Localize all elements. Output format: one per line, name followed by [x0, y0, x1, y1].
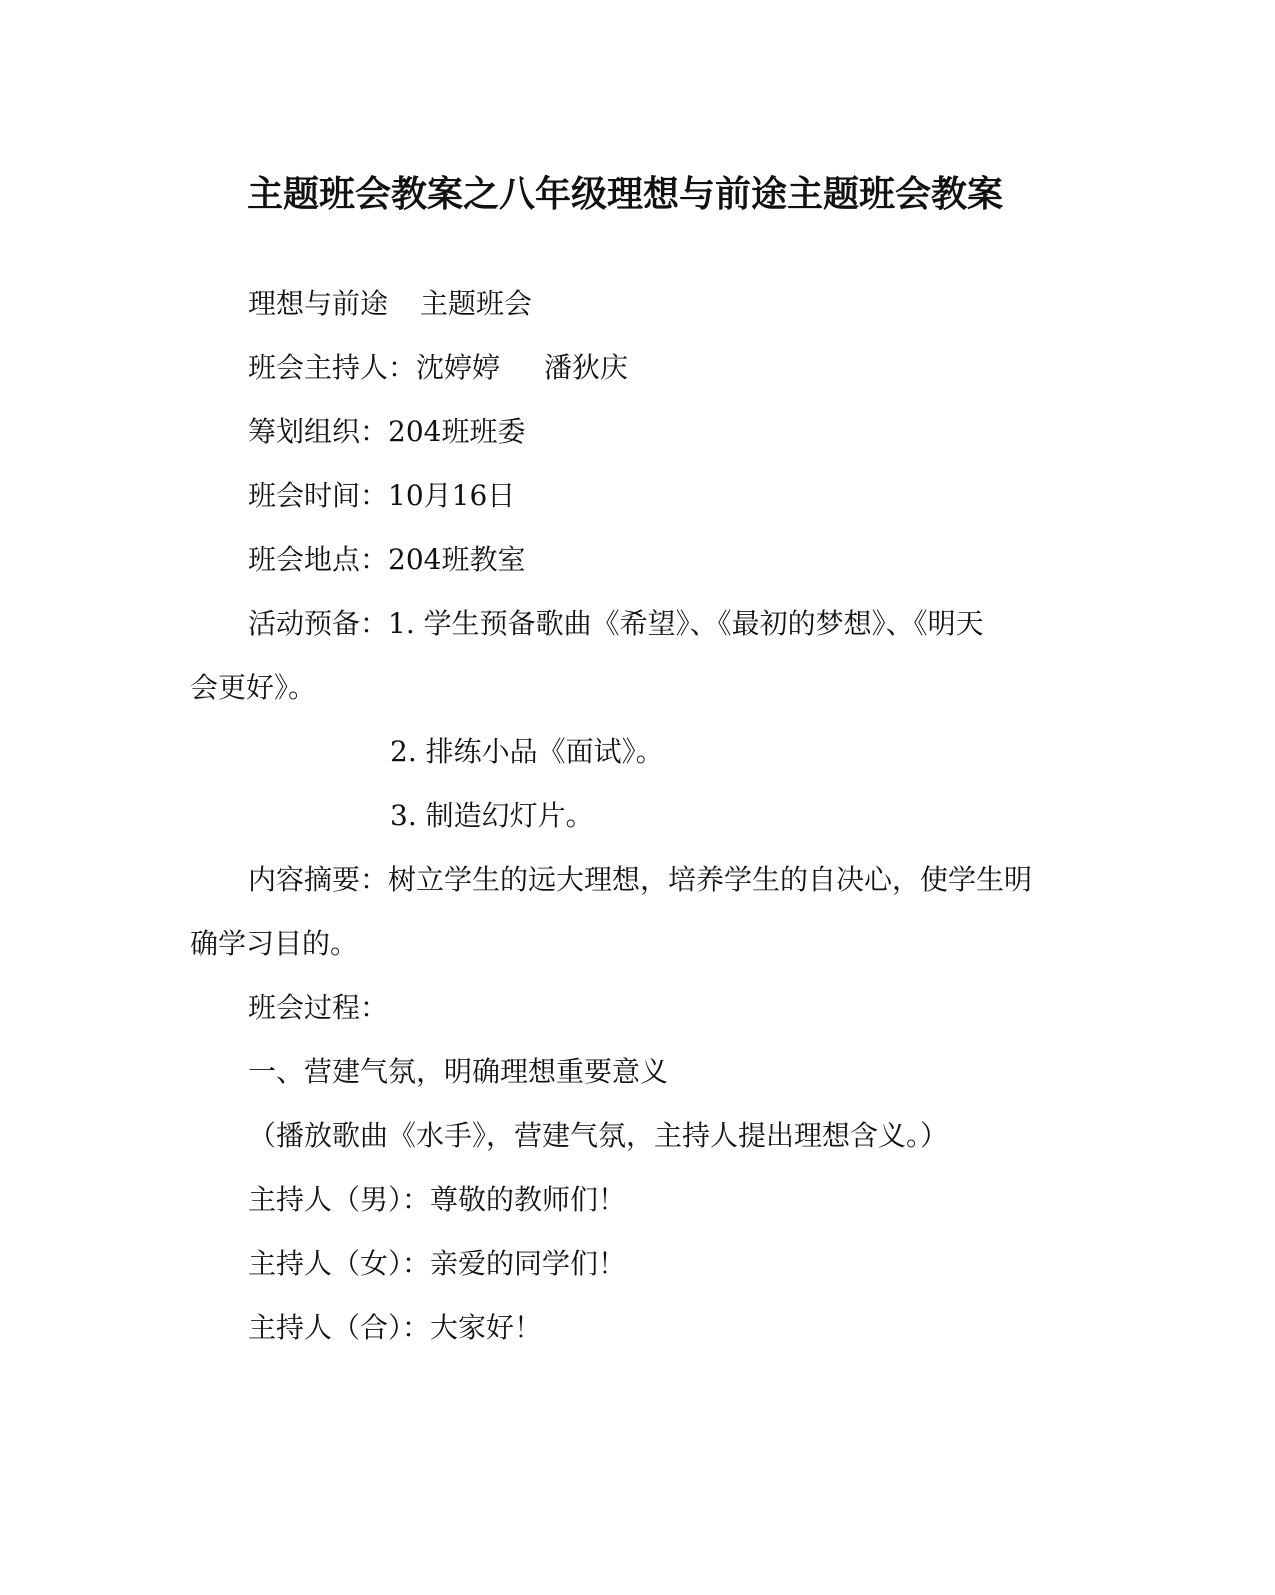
hosts-line: [248, 348, 628, 388]
subject-part2: 主题班会: [420, 287, 533, 320]
section-heading: 一、营建气氛，明确理想重要意义: [248, 1055, 669, 1088]
dialogue-line: 主持人（女）：亲爱的同学们！: [248, 1247, 627, 1280]
dialogue-line: 主持人（男）：尊敬的教师们！: [248, 1183, 627, 1216]
host-name-2: 潘狄庆: [544, 351, 629, 384]
prep-item-3: 3. 制造幻灯片。: [390, 799, 594, 832]
host-name-1: 沈婷婷: [416, 351, 501, 384]
summary-line-2: 确学习目的。: [190, 927, 359, 960]
process-label: 班会过程：: [248, 991, 389, 1024]
prep-line-1: 活动预备：1. 学生预备歌曲《希望》、《最初的梦想》、《明天: [248, 607, 984, 640]
dialogue-line: 主持人（合）：大家好！: [248, 1311, 543, 1344]
subject-line: [248, 284, 532, 324]
subject-part1: 理想与前途: [248, 287, 389, 320]
page-title: 主题班会教案之八年级理想与前途主题班会教案: [246, 173, 1003, 215]
prep-item-2: 2. 排练小品《面试》。: [390, 735, 664, 768]
organizer-line: 筹划组织：204班班委: [248, 415, 526, 448]
summary-line-1: 内容摘要：树立学生的远大理想，培养学生的自决心，使学生明: [248, 863, 1033, 896]
hosts-label: 班会主持人：: [248, 351, 417, 384]
place-line: 班会地点：204班教室: [248, 543, 526, 576]
prep-line-1-cont: 会更好》。: [190, 671, 317, 704]
stage-note: （播放歌曲《水手》，营建气氛，主持人提出理想含义。）: [248, 1119, 949, 1152]
time-line: 班会时间：10月16日: [248, 479, 516, 512]
